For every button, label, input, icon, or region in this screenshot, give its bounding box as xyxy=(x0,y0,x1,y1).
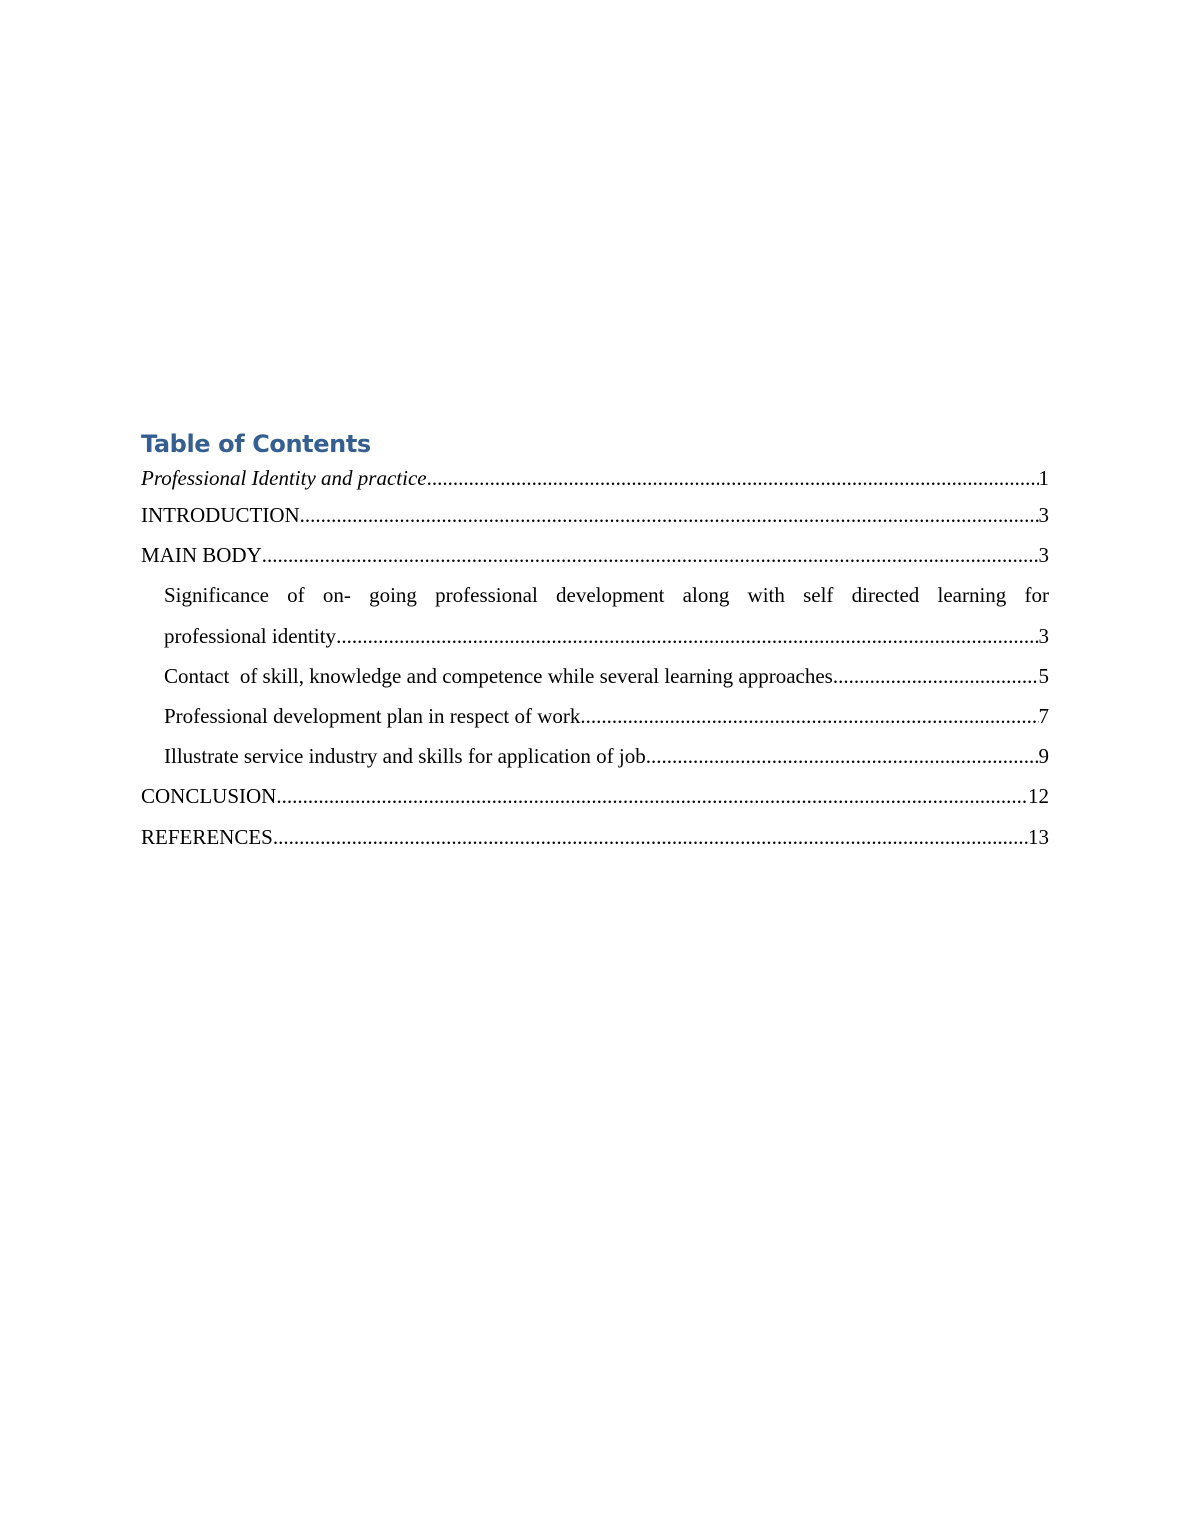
toc-page-number: 3 xyxy=(1038,503,1049,527)
toc-entry-development-plan[interactable] xyxy=(141,696,1049,736)
toc-dot-leader xyxy=(262,535,1039,575)
toc-page-number: 7 xyxy=(1038,703,1049,728)
toc-entry-label: MAIN BODY xyxy=(141,543,262,568)
toc-entry-references[interactable] xyxy=(141,817,1049,857)
toc-page-number: 12 xyxy=(1028,784,1049,809)
toc-heading: Table of Contents xyxy=(141,430,371,458)
toc-entry-label: CONCLUSION xyxy=(141,784,277,809)
toc-dot-leader xyxy=(580,696,1038,736)
toc-entry-label: Professional Identity and practice xyxy=(141,466,427,490)
toc-entry-label-line2: professional identity xyxy=(164,623,337,648)
toc-dot-leader xyxy=(833,656,1039,696)
toc-dot-leader xyxy=(273,817,1028,857)
toc-entry-label: Contact of skill, knowledge and competence while several learning approaches xyxy=(164,663,833,688)
toc-entry-line2 xyxy=(164,616,1049,656)
toc-dot-leader xyxy=(336,616,1038,656)
toc-entry-label-line1: Significance of on- going professional development along with self directed learning for xyxy=(164,583,1049,608)
toc-page-number: 5 xyxy=(1038,663,1049,688)
toc-dot-leader xyxy=(427,462,1039,495)
toc-dot-leader xyxy=(300,495,1039,535)
toc-entry-label: Professional development plan in respect of work xyxy=(164,703,581,728)
toc-entry-label: INTRODUCTION xyxy=(141,503,300,527)
toc-entry-service-industry[interactable] xyxy=(141,736,1049,776)
toc-page-number: 1 xyxy=(1038,466,1049,490)
toc-entry-introduction[interactable] xyxy=(141,495,1049,535)
toc-entry-label: Illustrate service industry and skills for application of job xyxy=(164,744,646,769)
toc-page-number: 3 xyxy=(1038,543,1049,568)
toc-entry-contact-of-skill[interactable] xyxy=(141,656,1049,696)
toc-entry-label: REFERENCES xyxy=(141,824,273,849)
toc-entry-conclusion[interactable] xyxy=(141,776,1049,816)
toc-dot-leader xyxy=(646,736,1039,776)
toc-page-number: 3 xyxy=(1038,623,1049,648)
toc-page-number: 9 xyxy=(1038,744,1049,769)
table-of-contents xyxy=(141,426,1049,857)
toc-entry-significance[interactable] xyxy=(141,575,1049,655)
toc-entry-main-body[interactable] xyxy=(141,535,1049,575)
toc-page-number: 13 xyxy=(1028,824,1049,849)
toc-dot-leader xyxy=(276,776,1028,816)
toc-entry-professional-identity[interactable] xyxy=(141,462,1049,495)
